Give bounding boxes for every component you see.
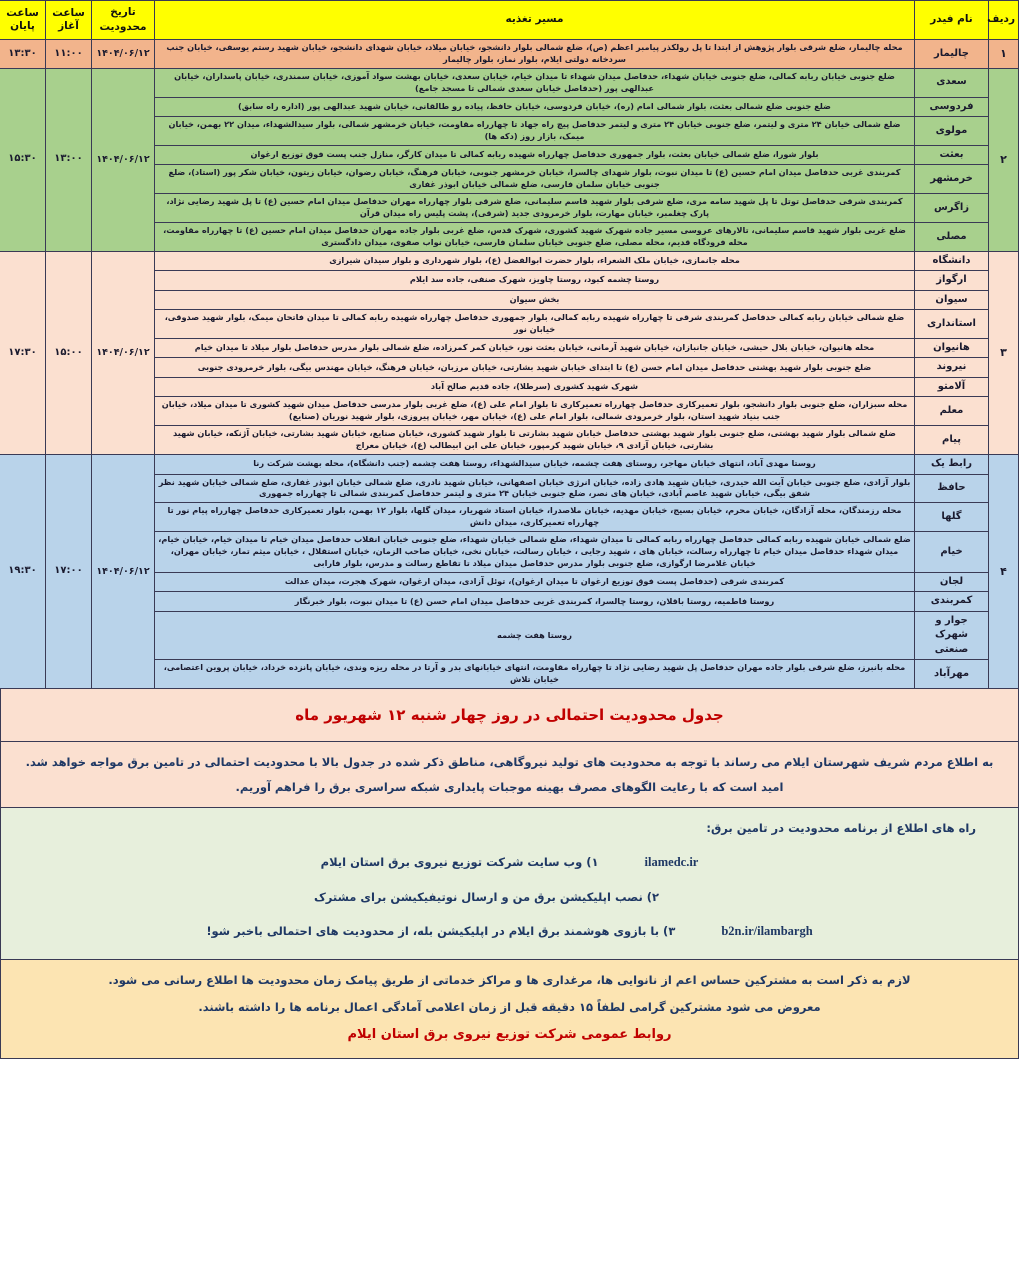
date-cell: ۱۴۰۴/۰۶/۱۲ — [92, 455, 155, 689]
start-time-cell: ۱۱:۰۰ — [46, 40, 92, 69]
header-end-line2: پایان — [10, 20, 35, 32]
footer-line-1: لازم به ذکر است به مشترکین حساس اعم از نانوایی ها، مرغداری ها و مراکز خدماتی از طریق پیامک زمان محدودیت ها اطلاع رسانی می شود. — [108, 973, 911, 988]
info-channels-list — [1, 855, 1018, 939]
route-cell: روستا فاطمیه، روستا باقلان، روستا چالسرا، کمربندی غربی حدفاصل میدان امام حسن (ع) تا میدان نبوت، بلوار خبرنگار — [155, 592, 915, 612]
feeder-name-cell: فردوسی — [915, 97, 989, 117]
feeder-name-cell: سیوان — [915, 290, 989, 310]
feeder-name-cell: مصلی — [915, 222, 989, 251]
route-cell: بلوار شورا، ضلع شمالی خیابان بعثت، بلوار جمهوری حدفاصل چهارراه شهیده ربابه کمالی تا میدان کارگر، منازل جنب پست فوق توزیع ارغوان — [155, 145, 915, 165]
feeder-name-cell: بعثت — [915, 145, 989, 165]
route-cell: ضلع شمالی بلوار شهید بهشتی، ضلع جنوبی بلوار شهید بهشتی حدفاصل خیابان شهید بشارتی تا بلوار شهید کشوری، خیابان صنایع، خیابان شهید بشارتی، خیابان آژنکه، خیابان شهید بشارتی، خیابان آزادی ۹، خیابان شهید کرمپور، خیابان علی ابن ابیطالب (ع)، خیابان معراج — [155, 426, 915, 455]
feeder-name-cell: ارگواز — [915, 271, 989, 291]
group-number-cell: ۳ — [989, 251, 1019, 454]
info-channel-label: ۲) نصب اپلیکیشن برق من و ارسال نوتیفیکیشن برای مشترک — [313, 890, 660, 905]
feeder-name-cell: رابط یک — [915, 455, 989, 475]
info-channel-item — [1, 890, 1018, 904]
feeder-name-cell: کمربندی — [915, 592, 989, 612]
header-route: مسیر تغذیه — [155, 1, 915, 40]
table-body — [0, 40, 1019, 689]
route-cell: محله سبزاران، ضلع جنوبی بلوار دانشجو، بلوار تعمیرکاری حدفاصل چهارراه تعمیرکاری تا بلوار امام علی (ع)، ضلع غربی بلوار مدرسی حدفاصل میدان شهید کشوری تا میدان میلاد، خیابان جنب بنیاد شهید استان، بلوار خرمرودی شمالی، بلوار امام علی (ع)، خیابان مهر، خیابان پیروزی، بلوار شهید نوریان (صنایع) — [155, 397, 915, 426]
route-cell: بخش سیوان — [155, 290, 915, 310]
info-channel-item — [1, 855, 1018, 870]
route-cell: کمربندی شرقی حدفاصل توتل تا پل شهید سامه مری، ضلع شرقی بلوار شهید قاسم سلیمانی، ضلع شرقی بلوار چهارراه مهران حدفاصل میدان امام حسین (ع) تا پل شهید رضایی نژاد، پارک چغلمبر، خیابان مهارت، بلوار خرمرودی جدید (شرقی)، پشت پلیس راه میدان قرآن — [155, 194, 915, 223]
table-header — [0, 1, 1019, 40]
group-number-cell: ۱ — [989, 40, 1019, 69]
feeder-name-cell: دانشگاه — [915, 251, 989, 271]
schedule-title-banner: جدول محدودیت احتمالی در روز چهار شنبه ۱۲ شهریور ماه — [0, 689, 1019, 742]
feeder-name-cell: خیام — [915, 532, 989, 573]
route-cell: ضلع جنوبی خیابان ربابه کمالی، ضلع جنوبی خیابان شهداء، حدفاصل میدان شهداء تا میدان خیام، خیابان سعدی، خیابان بهشت سواد آموزی، خیابان سمندری، خیابان پاسداران، خیابان عبدالهی پور (حدفاصل خیابان سعدی شمالی تا مسجد جامع) — [155, 68, 915, 97]
footer-signature: روابط عمومی شرکت توزیع نیروی برق استان ایلام — [347, 1027, 672, 1043]
start-time-cell: ۱۷:۰۰ — [46, 455, 92, 689]
feeder-name-cell: زاگرس — [915, 194, 989, 223]
feeder-name-cell: چالیمار — [915, 40, 989, 69]
feeder-name-cell: سعدی — [915, 68, 989, 97]
info-channels-heading: راه های اطلاع از برنامه محدودیت در تامین برق: — [706, 821, 976, 836]
route-cell: ضلع شمالی خیابان ربابه کمالی حدفاصل کمربندی شرقی تا چهارراه شهیده ربابه کمالی، بلوار جمهوری حدفاصل چهارراه شهیده ربابه کمالی تا میدان فاتحان میمک، بلوار شهید صدوقی، خیابان نور — [155, 310, 915, 339]
date-cell: ۱۴۰۴/۰۶/۱۲ — [92, 68, 155, 251]
feeder-name-cell: هانیوان — [915, 338, 989, 358]
feeder-name-cell: آلامتو — [915, 377, 989, 397]
info-channels-banner — [0, 808, 1019, 960]
group-number-cell: ۲ — [989, 68, 1019, 251]
info-channel-value[interactable]: b2n.ir/ilambargh — [721, 924, 813, 939]
route-cell: محله جانمازی، خیابان ملک الشعراء، بلوار حضرت ابوالفضل (ع)، بلوار شهرداری و بلوار سیدان شیرازی — [155, 251, 915, 271]
route-cell: محله رزمندگان، محله آزادگان، خیابان محرم، خیابان بسیج، خیابان مهدیه، خیابان ملاصدرا، خیابان استاد شهریار، میدان گلها، بلوار ۱۲ بهمن، بلوار تعمیرکاری حدفاصل چهارراه پیام نور تا چهارراه تعمیرکاری، میدان دانش — [155, 503, 915, 532]
route-cell: ضلع شمالی خیابان ۲۴ متری و لیتمر، ضلع جنوبی خیابان ۲۴ متری و لیتمر حدفاصل پیچ راه جهاد تا چهارراه مقاومت، خیابان خرمشهر شمالی، بلوار سیدالشهداء، میدان ۲۲ بهمن، خیابان میمک، بازار روز (دکه ها) — [155, 117, 915, 146]
header-start-line1: ساعت — [52, 6, 85, 19]
feeder-name-cell: حافظ — [915, 474, 989, 503]
notice-banner — [0, 742, 1019, 808]
table-row — [0, 40, 1019, 69]
route-cell: روستا هفت چشمه — [155, 611, 915, 660]
header-start — [46, 1, 92, 40]
feeder-name-cell: پیام — [915, 426, 989, 455]
header-end — [0, 1, 46, 40]
feeder-name-cell: استانداری — [915, 310, 989, 339]
header-end-line1: ساعت — [6, 6, 39, 19]
route-cell: محله بانبرز، ضلع شرقی بلوار جاده مهران حدفاصل پل شهید رضایی نژاد تا چهارراه مقاومت، انتهای خیابانهای بدر و آرتا در محله ریزه وندی، خیابان پانزده خرداد، خیابان پروین اعتصامی، خیابان تلاش — [155, 660, 915, 689]
footer-banner — [0, 960, 1019, 1059]
table-row — [0, 455, 1019, 475]
feeder-name-cell: گلها — [915, 503, 989, 532]
feeder-name-cell: نیروند — [915, 358, 989, 378]
route-cell: کمربندی شرقی (حدفاصل پست فوق توزیع ارغوان تا میدان ارغوان)، توئل آزادی، میدان ارغوان، شهرک هجرت، میدان عدالت — [155, 572, 915, 592]
feeder-name-cell: مولوی — [915, 117, 989, 146]
header-start-line2: آغاز — [58, 20, 79, 32]
route-cell: ضلع غربی بلوار شهید قاسم سلیمانی، تالارهای عروسی مسیر جاده شهرک شهید کشوری، شهرک قدس، ضلع غربی بلوار جاده مهران حدفاصل میدان امام حسین (ع) تا چهارراه مقاومت، محله فرودگاه قدیم، محله مصلی، ضلع جنوبی خیابان سلمان فارسی، خیابان نواب صفوی، میدان دادگستری — [155, 222, 915, 251]
group-number-cell: ۴ — [989, 455, 1019, 689]
info-channel-label: ۱) وب سایت شرکت توزیع نیروی برق استان ایلام — [320, 855, 599, 870]
route-cell: کمربندی غربی حدفاصل میدان امام حسین (ع) تا میدان نبوت، بلوار شهدای چالسرا، خیابان خرمشهر جنوبی، خیابان فرهنگ، خیابان رضوان، خیابان زیتون، خیابان شکر پور (استاد)، ضلع جنوبی خیابان سلمان فارسی، ضلع شمالی خیابان ابوذر غفاری — [155, 165, 915, 194]
start-time-cell: ۱۳:۰۰ — [46, 68, 92, 251]
route-cell: محله هانیوان، خیابان بلال حبشی، خیابان جانبازان، خیابان شهید آرمانی، خیابان بعثت نور، خیابان کمر کمرزاده، ضلع شمالی بلوار مدرس حدفاصل بلوار میلاد تا میدان خیام — [155, 338, 915, 358]
end-time-cell: ۱۵:۳۰ — [0, 68, 46, 251]
info-channel-label: ۳) با بازوی هوشمند برق ایلام در اپلیکیشن بله، از محدودیت های احتمالی باخبر شو! — [206, 924, 676, 939]
route-cell: روستا مهدی آباد، انتهای خیابان مهاجر، روستای هفت چشمه، خیابان سیدالشهداء، روستا هفت چشمه (جنب دانشگاه)، محله بهشت شرکت رنا — [155, 455, 915, 475]
date-cell: ۱۴۰۴/۰۶/۱۲ — [92, 251, 155, 454]
feeder-name-cell: معلم — [915, 397, 989, 426]
table-row — [0, 68, 1019, 97]
route-cell: بلوار آزادی، ضلع جنوبی خیابان آیت الله حیدری، خیابان شهید هادی زاده، خیابان انرژی خیابان اصفهانی، خیابان شهید نادری، ضلع شمالی خیابان ابوذر غفاری، ضلع شمالی خیابان شهید نظر شفق بیگی، خیابان شهید عاصم آبادی، خیابان های نصر، ضلع جنوبی خیابان ۲۴ متری و لیتمر حدفاصل کمربندی شمالی تا چهارراه جمهوری — [155, 474, 915, 503]
header-row — [0, 1, 1019, 40]
feeder-name-cell: لجان — [915, 572, 989, 592]
date-cell: ۱۴۰۴/۰۶/۱۲ — [92, 40, 155, 69]
footer-line-2: معروض می شود مشترکین گرامی لطفاً ۱۵ دقیقه قبل از زمان اعلامی آمادگی اعمال برنامه ها را داشته باشند. — [198, 1000, 821, 1015]
route-cell: ضلع شمالی خیابان شهیده ربابه کمالی حدفاصل چهارراه ربابه کمالی تا میدان شهداء، ضلع شمالی خیابان شهداء، ضلع جنوبی خیابان انقلاب حدفاصل میدان خیام تا میدان خیام، خیابان خیام، میدان شهداء حدفاصل میدان خیام تا چهارراه رسالت، خیابان های ، شهید رجایی ، خیابان رسالت، خیابان نخی، خیابان صاحب الزمان، خیابان استقلال ، خیابان میثم تمار، خیابان مهران، خیابان غلامرضا ارگوازی، ضلع جنوبی بلوار مدرس حدفاصل میدان میلاد تا تقاطع رسالت و مدرس، بلوار فارابی — [155, 532, 915, 573]
route-cell: ضلع جنوبی ضلع شمالی بعثت، بلوار شمالی امام (ره)، خیابان فردوسی، خیابان حافظ، پیاده رو طالقانی، خیابان شهید عبدالهی پور (اداره راه سابق) — [155, 97, 915, 117]
feeder-name-cell: خرمشهر — [915, 165, 989, 194]
start-time-cell: ۱۵:۰۰ — [46, 251, 92, 454]
feeder-name-cell: مهرآباد — [915, 660, 989, 689]
header-date: تاریخ محدودیت — [92, 1, 155, 40]
info-channel-item — [1, 924, 1018, 939]
notice-line-1: به اطلاع مردم شریف شهرستان ایلام می رساند با توجه به محدودیت های تولید نیروگاهی، مناطق ذکر شده در جدول بالا با محدودیت احتمالی در تامین برق مواجه خواهد شد. — [25, 755, 994, 770]
end-time-cell: ۱۹:۳۰ — [0, 455, 46, 689]
feeder-name-cell: جوار و شهرک صنعتی — [915, 611, 989, 660]
route-cell: شهرک شهید کشوری (سرطلا)، جاده قدیم صالح آباد — [155, 377, 915, 397]
header-row-no: ردیف — [989, 1, 1019, 40]
table-row — [0, 251, 1019, 271]
header-feeder: نام فیدر — [915, 1, 989, 40]
route-cell: ضلع جنوبی بلوار شهید بهشتی حدفاصل میدان امام حسن (ع) تا ابتدای خیابان شهید بشارتی، خیابان مرزبان، خیابان فرهنگ، خیابان مهندس بیگی، بلوار خرمرودی جنوبی — [155, 358, 915, 378]
route-cell: محله چالیمار، ضلع شرقی بلوار پژوهش از ابتدا تا پل رولکذر پیامبر اعظم (ص)، ضلع شمالی بلوار دانشجو، خیابان میلاد، خیابان شهدای دانشجو، خیابان شهید رستم یوسفی، خیابان جنب سردخانه دولتی ایلام، بلوار نماز، بلوار چالیمار — [155, 40, 915, 69]
info-channel-value[interactable]: ilamedc.ir — [644, 855, 699, 870]
notice-line-2: امید است که با رعایت الگوهای مصرف بهینه موجبات پایداری شبکه سراسری برق را فراهم آوریم. — [235, 780, 784, 795]
route-cell: روستا چشمه کبود، روستا چاویز، شهرک صنفی، جاده سد ایلام — [155, 271, 915, 291]
end-time-cell: ۱۳:۳۰ — [0, 40, 46, 69]
end-time-cell: ۱۷:۳۰ — [0, 251, 46, 454]
